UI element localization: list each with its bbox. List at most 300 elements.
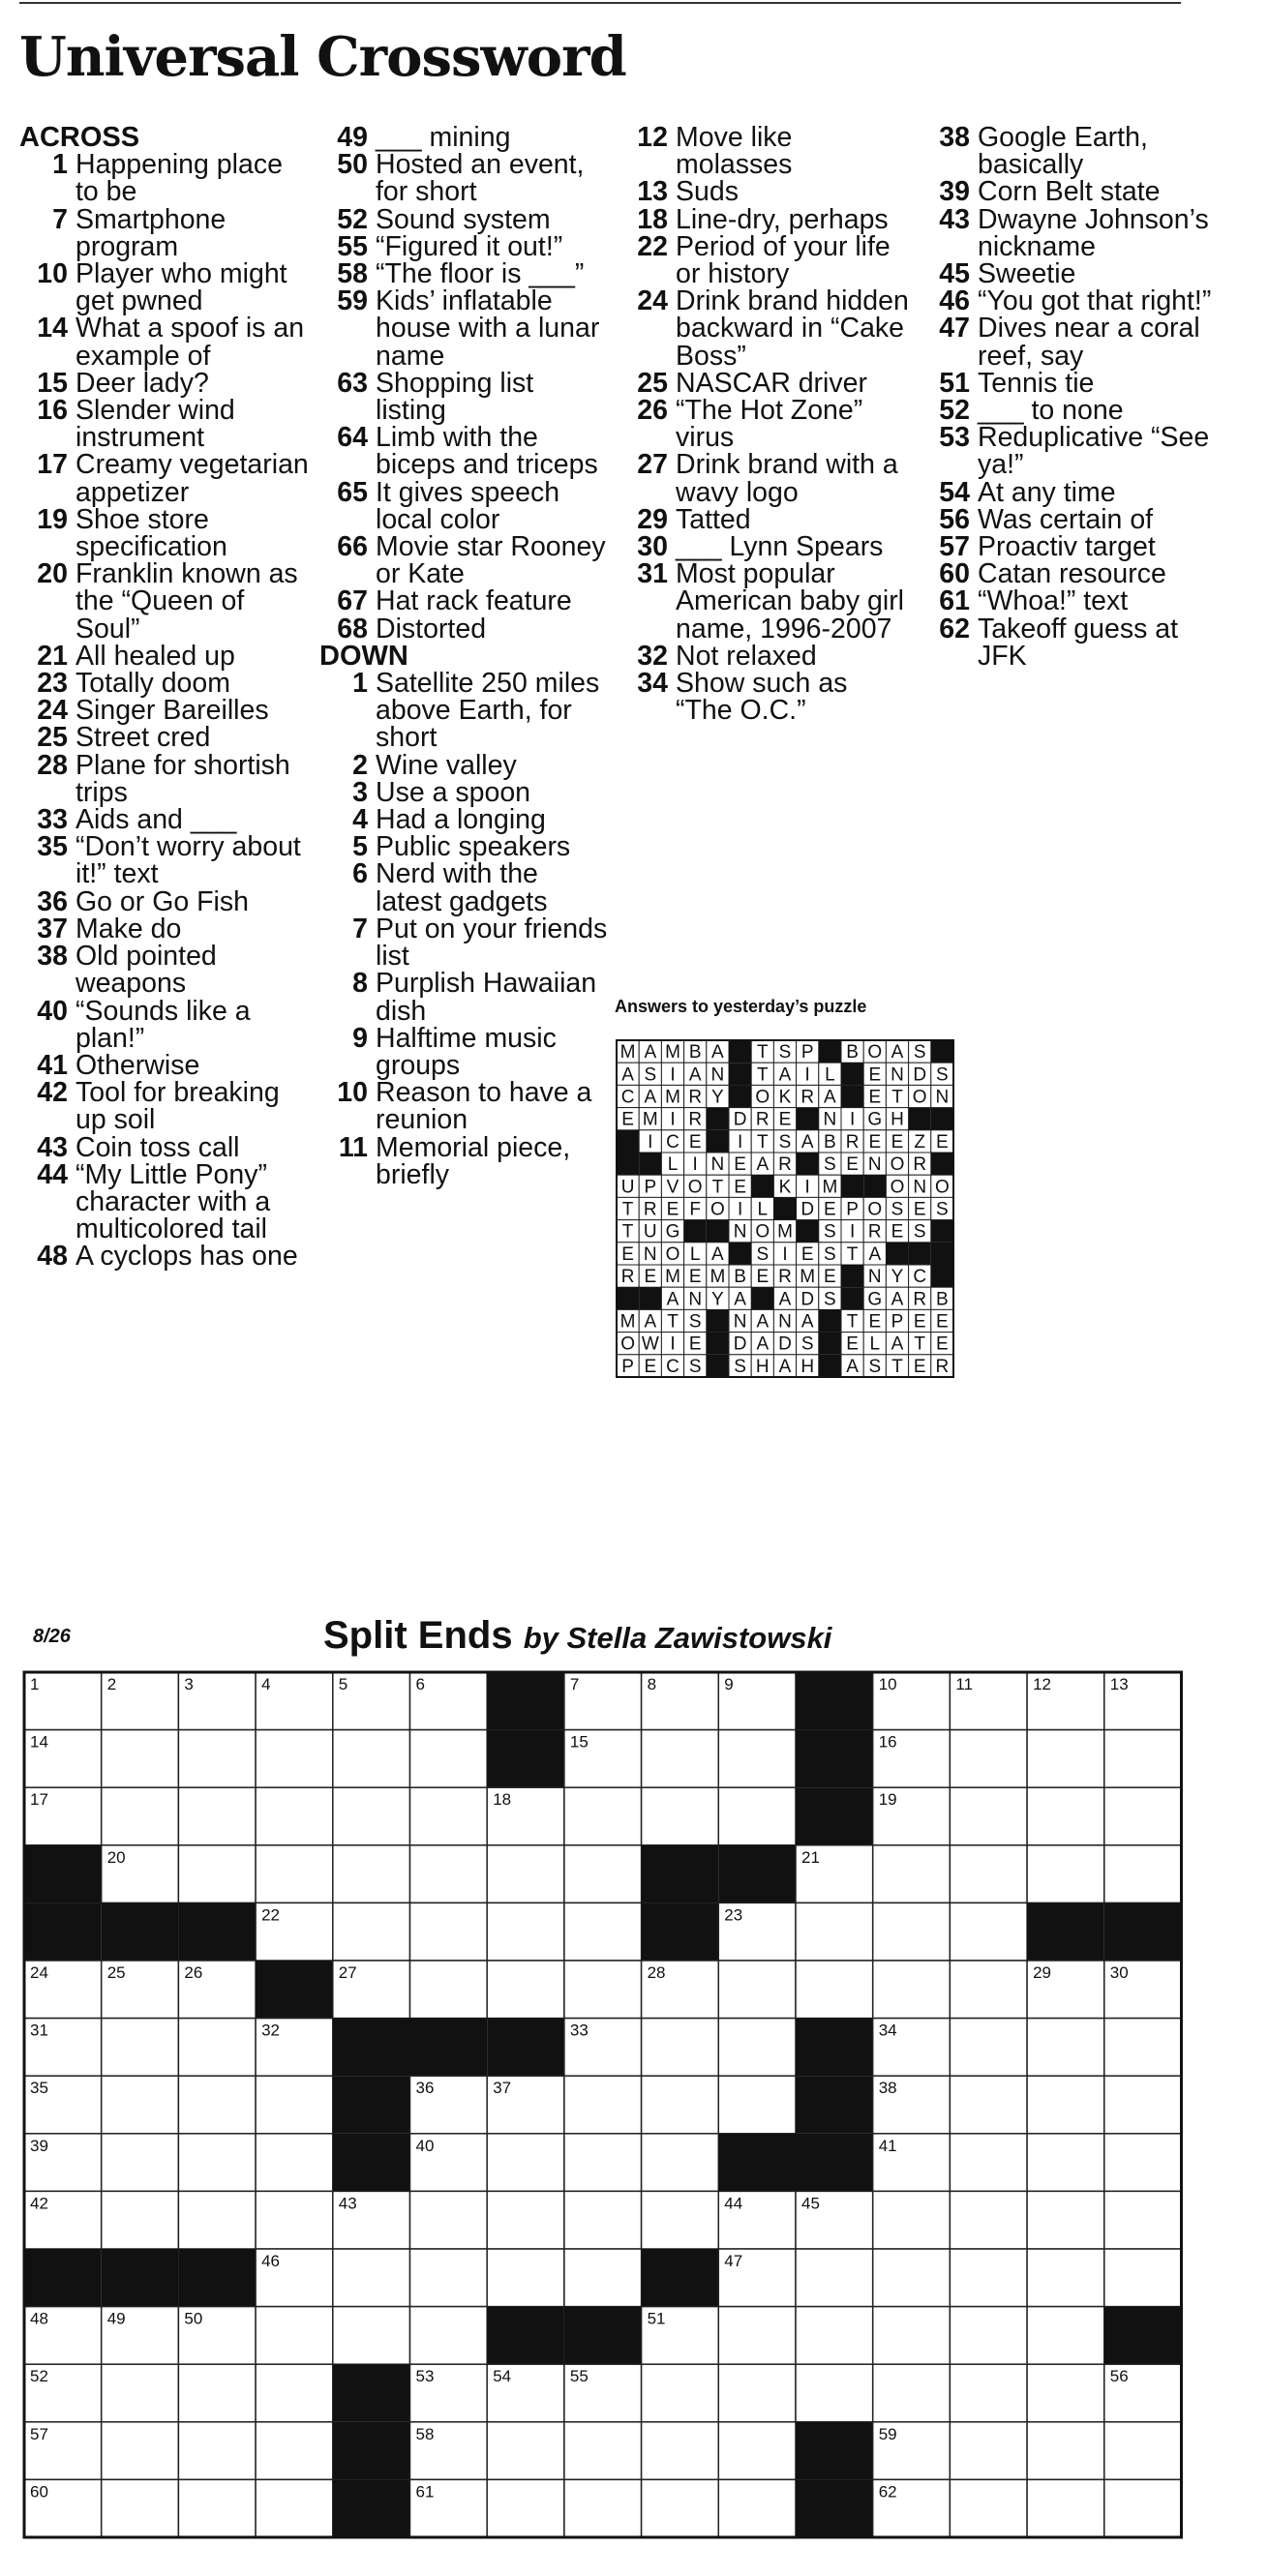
clue-item[interactable] — [319, 124, 610, 151]
grid-number: 34 — [878, 2021, 897, 2040]
answer-letter: E — [846, 1154, 859, 1176]
answer-letter: O — [912, 1087, 927, 1108]
grid-cell[interactable] — [1027, 2307, 1104, 2365]
clue-item[interactable] — [19, 1077, 310, 1136]
grid-cell[interactable] — [178, 2019, 256, 2077]
clue-number: 23 — [37, 668, 68, 700]
clue-text: “Whoa!” text — [978, 585, 1129, 617]
clue-item[interactable] — [619, 503, 910, 535]
answer-letter: S — [913, 1042, 926, 1063]
grid-cell[interactable] — [718, 2479, 796, 2537]
grid-cell[interactable] — [256, 1730, 333, 1788]
grid-cell[interactable] — [1104, 2019, 1182, 2077]
clue-item[interactable] — [19, 149, 310, 208]
grid-cell[interactable] — [487, 2134, 564, 2192]
grid-cell[interactable] — [873, 1902, 951, 1961]
clue-item[interactable] — [921, 558, 1212, 590]
grid-cell[interactable] — [333, 2307, 410, 2365]
grid-cell[interactable] — [950, 1730, 1027, 1788]
grid-cell[interactable] — [410, 1730, 488, 1788]
grid-cell[interactable] — [1104, 1730, 1182, 1788]
grid-cell[interactable] — [873, 2191, 951, 2249]
grid-cell[interactable] — [642, 2191, 719, 2249]
clue-item[interactable] — [921, 503, 1212, 535]
grid-cell[interactable] — [256, 2076, 333, 2134]
answer-block — [819, 1333, 841, 1355]
clue-item[interactable] — [19, 1241, 310, 1273]
grid-cell[interactable] — [564, 2479, 642, 2537]
answer-letter: A — [891, 1042, 904, 1063]
answer-block — [617, 1287, 639, 1309]
clue-item[interactable] — [619, 668, 910, 727]
grid-number: 4 — [261, 1675, 271, 1693]
clue-text: Reason to have a reunion — [376, 1077, 592, 1136]
grid-cell[interactable] — [950, 2307, 1027, 2365]
answer-letter: O — [710, 1199, 725, 1220]
grid-cell[interactable] — [950, 2249, 1027, 2307]
grid-cell[interactable] — [178, 2076, 256, 2134]
grid-cell[interactable] — [102, 2364, 179, 2422]
clue-item[interactable] — [921, 531, 1212, 563]
clue-item[interactable] — [619, 531, 910, 563]
grid-cell[interactable] — [950, 1961, 1027, 2019]
grid-cell[interactable] — [950, 2364, 1027, 2422]
clue-text: All healed up — [75, 640, 235, 672]
answer-block — [797, 1220, 819, 1243]
grid-cell[interactable] — [333, 1787, 410, 1845]
answer-letter: U — [643, 1221, 657, 1243]
clue-item[interactable] — [319, 203, 610, 235]
grid-cell[interactable] — [178, 2134, 256, 2192]
clue-number: 29 — [637, 503, 668, 535]
clue-number: 52 — [939, 395, 970, 427]
answer-letter: G — [867, 1109, 883, 1130]
grid-cell[interactable] — [1104, 1845, 1182, 1903]
grid-cell[interactable] — [718, 2076, 796, 2134]
grid-cell[interactable] — [873, 1845, 951, 1903]
clue-item[interactable] — [19, 313, 310, 372]
clue-item[interactable] — [319, 1077, 610, 1136]
answer-letter: C — [666, 1131, 679, 1153]
answer-letter: T — [846, 1311, 859, 1333]
clue-number: 61 — [939, 585, 970, 617]
clue-item[interactable] — [19, 749, 310, 808]
grid-cell[interactable] — [102, 2076, 179, 2134]
clue-text: Google Earth, basically — [978, 122, 1148, 181]
grid-cell[interactable] — [256, 1845, 333, 1903]
clue-item[interactable] — [921, 476, 1212, 508]
grid-cell[interactable] — [873, 2364, 951, 2422]
clue-item[interactable] — [319, 230, 610, 262]
grid-number: 61 — [415, 2482, 435, 2501]
grid-block — [410, 2019, 488, 2077]
clue-item[interactable] — [319, 776, 610, 808]
answer-letter: A — [868, 1243, 882, 1265]
clue-item[interactable] — [619, 287, 910, 370]
clue-number: 25 — [637, 367, 668, 399]
answer-letter: N — [913, 1177, 927, 1198]
clue-text: Singer Bareilles — [75, 695, 269, 727]
clue-text: “You got that right!” — [978, 285, 1212, 317]
clue-item[interactable] — [19, 203, 310, 262]
grid-number: 32 — [261, 2021, 281, 2040]
grid-cell[interactable] — [1104, 2076, 1182, 2134]
answer-letter: T — [891, 1087, 903, 1108]
grid-cell[interactable] — [1027, 2479, 1104, 2537]
grid-cell[interactable] — [642, 2364, 719, 2422]
grid-cell[interactable] — [178, 2422, 256, 2480]
answer-letter: E — [913, 1356, 926, 1377]
grid-cell[interactable] — [1104, 1787, 1182, 1845]
answer-letter: N — [733, 1311, 747, 1333]
grid-cell[interactable] — [642, 1787, 719, 1845]
clue-item[interactable] — [319, 670, 610, 752]
grid-cell[interactable] — [1027, 2076, 1104, 2134]
clue-item[interactable] — [19, 695, 310, 727]
clue-item[interactable] — [19, 640, 310, 672]
grid-cell[interactable] — [178, 1845, 256, 1903]
grid-cell[interactable] — [564, 2249, 642, 2307]
clue-item[interactable] — [619, 203, 910, 235]
grid-cell[interactable] — [873, 2249, 951, 2307]
clue-item[interactable] — [319, 858, 610, 917]
answer-letter: A — [800, 1131, 814, 1153]
clue-item[interactable] — [19, 560, 310, 643]
clue-text: Nerd with the latest gadgets — [376, 858, 548, 917]
grid-cell[interactable] — [564, 1845, 642, 1903]
grid-cell[interactable] — [796, 2249, 873, 2307]
clue-item[interactable] — [19, 831, 310, 890]
grid-cell[interactable] — [950, 2422, 1027, 2480]
clue-item[interactable] — [19, 995, 310, 1054]
clue-item[interactable] — [921, 203, 1212, 262]
grid-cell[interactable] — [718, 2364, 796, 2422]
grid-cell[interactable] — [256, 2191, 333, 2249]
answer-letter: T — [756, 1042, 769, 1063]
grid-cell[interactable] — [410, 2191, 488, 2249]
grid-cell[interactable] — [487, 1845, 564, 1903]
grid-cell[interactable] — [796, 1961, 873, 2019]
grid-cell[interactable] — [256, 2479, 333, 2537]
clue-item[interactable] — [19, 367, 310, 399]
clue-item[interactable] — [921, 422, 1212, 481]
grid-cell[interactable] — [1104, 2422, 1182, 2480]
clue-text: Memorial piece, briefly — [376, 1131, 571, 1190]
clue-item[interactable] — [19, 804, 310, 836]
grid-cell[interactable] — [487, 1961, 564, 2019]
answer-letter: A — [621, 1064, 634, 1086]
grid-cell[interactable] — [487, 1902, 564, 1961]
clue-item[interactable] — [921, 258, 1212, 290]
clue-item[interactable] — [319, 149, 610, 208]
clue-item[interactable] — [319, 287, 610, 370]
answer-letter: A — [778, 1064, 792, 1086]
grid-number: 3 — [184, 1675, 194, 1693]
clue-item[interactable] — [619, 176, 910, 208]
clue-text: Wine valley — [376, 749, 517, 781]
grid-cell[interactable] — [950, 2076, 1027, 2134]
clue-item[interactable] — [619, 640, 910, 672]
clue-text: Shoe store specification — [75, 503, 227, 563]
grid-cell[interactable] — [564, 1902, 642, 1961]
clue-number: 52 — [337, 203, 368, 235]
grid-cell[interactable] — [1104, 2134, 1182, 2192]
grid-cell[interactable] — [718, 2307, 796, 2365]
answer-letter: I — [849, 1221, 856, 1243]
grid-block — [178, 1902, 256, 1961]
clue-text: Totally doom — [75, 668, 230, 700]
grid-cell[interactable] — [718, 1787, 796, 1845]
grid-cell[interactable] — [102, 2422, 179, 2480]
grid-cell[interactable] — [564, 1787, 642, 1845]
grid-cell[interactable] — [487, 2249, 564, 2307]
grid-cell[interactable] — [256, 2134, 333, 2192]
grid-cell[interactable] — [642, 2134, 719, 2192]
clue-item[interactable] — [619, 367, 910, 399]
grid-cell[interactable] — [642, 2422, 719, 2480]
grid-cell[interactable] — [102, 2191, 179, 2249]
grid-block — [796, 2076, 873, 2134]
clue-item[interactable] — [921, 585, 1212, 617]
answer-block — [617, 1153, 639, 1175]
grid-number: 2 — [106, 1675, 117, 1693]
clue-number: 14 — [37, 313, 68, 344]
grid-cell[interactable] — [256, 2422, 333, 2480]
clue-number: 40 — [37, 995, 68, 1027]
clue-text: Was certain of — [978, 503, 1154, 535]
grid-block — [24, 1845, 102, 1903]
clue-item[interactable] — [619, 395, 910, 454]
grid-cell[interactable] — [796, 1902, 873, 1961]
grid-number: 57 — [30, 2424, 48, 2443]
clue-item[interactable] — [319, 615, 610, 643]
grid-cell[interactable] — [487, 2479, 564, 2537]
answer-letter: S — [778, 1131, 792, 1153]
clue-item[interactable] — [19, 1158, 310, 1245]
grid-cell[interactable] — [256, 2307, 333, 2365]
clue-item[interactable] — [921, 395, 1212, 427]
clue-text: Drink brand with a wavy logo — [676, 449, 898, 508]
grid-cell[interactable] — [642, 2479, 719, 2537]
grid-cell[interactable] — [564, 2076, 642, 2134]
answer-letter: I — [692, 1154, 698, 1176]
clue-number: 21 — [37, 640, 68, 672]
grid-cell[interactable] — [873, 1961, 951, 2019]
grid-cell[interactable] — [410, 1787, 488, 1845]
grid-cell[interactable] — [950, 1902, 1027, 1961]
clue-item[interactable] — [319, 258, 610, 290]
clue-item[interactable] — [921, 313, 1212, 372]
clue-item[interactable] — [921, 176, 1212, 208]
answer-letter: B — [688, 1042, 702, 1063]
grid-cell[interactable] — [256, 2364, 333, 2422]
grid-cell[interactable] — [487, 2191, 564, 2249]
grid-cell[interactable] — [1027, 2364, 1104, 2422]
clue-item[interactable] — [319, 804, 610, 836]
clue-number: 22 — [637, 230, 668, 262]
grid-cell[interactable] — [1027, 2019, 1104, 2077]
answer-letter: A — [756, 1311, 770, 1333]
clue-item[interactable] — [619, 560, 910, 643]
answer-letter: E — [868, 1311, 882, 1333]
grid-cell[interactable] — [564, 2134, 642, 2192]
clue-item[interactable] — [319, 367, 610, 427]
grid-cell[interactable] — [718, 2422, 796, 2480]
grid-block — [102, 2249, 179, 2307]
grid-cell[interactable] — [178, 2364, 256, 2422]
clue-text: What a spoof is an example of — [75, 313, 305, 372]
clue-number: 54 — [939, 476, 970, 508]
grid-block — [796, 2479, 873, 2537]
grid-cell[interactable] — [1104, 2479, 1182, 2537]
grid-cell[interactable] — [796, 2364, 873, 2422]
clue-column-3 — [619, 122, 910, 727]
answer-letter: S — [778, 1042, 792, 1063]
grid-cell[interactable] — [950, 2479, 1027, 2537]
clue-item[interactable] — [19, 1049, 310, 1081]
clue-item[interactable] — [319, 531, 610, 590]
grid-cell[interactable] — [102, 1730, 179, 1788]
answer-letter: E — [913, 1199, 926, 1220]
clue-item[interactable] — [19, 915, 310, 943]
grid-cell[interactable] — [718, 2019, 796, 2077]
clue-item[interactable] — [319, 585, 610, 617]
clue-item[interactable] — [319, 476, 610, 535]
clue-item[interactable] — [19, 885, 310, 917]
clue-item[interactable] — [19, 722, 310, 754]
grid-cell[interactable] — [333, 1845, 410, 1903]
grid-cell[interactable] — [1104, 2249, 1182, 2307]
clue-item[interactable] — [319, 1022, 610, 1081]
grid-cell[interactable] — [796, 2307, 873, 2365]
answer-letter: N — [643, 1243, 657, 1265]
grid-cell[interactable] — [102, 2019, 179, 2077]
grid-cell[interactable] — [1027, 2249, 1104, 2307]
grid-block — [1104, 1902, 1182, 1961]
grid-cell[interactable] — [950, 1787, 1027, 1845]
clue-section-header: DOWN — [319, 640, 408, 672]
grid-cell[interactable] — [642, 1730, 719, 1788]
clue-item[interactable] — [19, 503, 310, 563]
answer-block — [931, 1153, 953, 1175]
grid-cell[interactable] — [410, 1961, 488, 2019]
clue-item[interactable] — [619, 122, 910, 181]
clue-item[interactable] — [921, 367, 1212, 399]
puzzle-grid[interactable] — [21, 1669, 1185, 2540]
clue-item[interactable] — [619, 449, 910, 508]
grid-cell[interactable] — [564, 2191, 642, 2249]
clue-item[interactable] — [921, 122, 1212, 181]
clue-item[interactable] — [921, 287, 1212, 315]
grid-cell[interactable] — [1027, 2191, 1104, 2249]
grid-cell[interactable] — [1027, 1730, 1104, 1788]
clue-item[interactable] — [19, 449, 310, 508]
answer-letter: S — [824, 1289, 836, 1310]
answer-letter: N — [688, 1289, 703, 1310]
grid-cell[interactable] — [1027, 1787, 1104, 1845]
answer-letter: E — [891, 1221, 904, 1243]
answer-letter: P — [644, 1177, 657, 1198]
answer-letter: E — [824, 1199, 836, 1220]
grid-cell[interactable] — [1104, 2191, 1182, 2249]
clue-item[interactable] — [19, 260, 310, 315]
grid-cell[interactable] — [102, 2479, 179, 2537]
grid-cell[interactable] — [487, 2422, 564, 2480]
grid-cell[interactable] — [1027, 1845, 1104, 1903]
answer-letter: S — [891, 1199, 904, 1220]
grid-cell[interactable] — [102, 1787, 179, 1845]
clue-number: 30 — [637, 531, 668, 563]
grid-cell[interactable] — [950, 2019, 1027, 2077]
grid-cell[interactable] — [178, 1787, 256, 1845]
grid-cell[interactable] — [564, 2422, 642, 2480]
answer-block — [729, 1085, 751, 1107]
grid-block — [487, 2307, 564, 2365]
answer-letter: R — [755, 1109, 770, 1130]
grid-cell[interactable] — [1027, 2422, 1104, 2480]
clue-item[interactable] — [319, 968, 610, 1027]
grid-cell[interactable] — [718, 1730, 796, 1788]
answer-block — [819, 1040, 841, 1063]
grid-cell[interactable] — [642, 2076, 719, 2134]
grid-number: 56 — [1109, 2367, 1129, 2386]
clue-text: ___ mining — [376, 122, 511, 153]
grid-cell[interactable] — [333, 1902, 410, 1961]
grid-cell[interactable] — [873, 2307, 951, 2365]
grid-cell[interactable] — [642, 2019, 719, 2077]
grid-cell[interactable] — [950, 2191, 1027, 2249]
grid-block — [24, 1902, 102, 1961]
grid-cell[interactable] — [564, 1961, 642, 2019]
grid-cell[interactable] — [410, 1845, 488, 1903]
grid-cell[interactable] — [178, 2479, 256, 2537]
grid-cell[interactable] — [718, 1961, 796, 2019]
clue-item[interactable] — [19, 668, 310, 700]
clue-item[interactable] — [319, 913, 610, 973]
answer-letter: E — [734, 1154, 746, 1176]
clue-item[interactable] — [19, 1131, 310, 1163]
answer-block — [909, 1243, 931, 1265]
grid-cell[interactable] — [333, 1730, 410, 1788]
grid-cell[interactable] — [256, 1787, 333, 1845]
grid-cell[interactable] — [410, 1902, 488, 1961]
grid-cell[interactable] — [410, 2249, 488, 2307]
grid-cell[interactable] — [410, 2307, 488, 2365]
clue-item[interactable] — [619, 230, 910, 290]
clue-item[interactable] — [319, 1131, 610, 1190]
clue-item[interactable] — [921, 615, 1212, 670]
clue-item[interactable] — [319, 831, 610, 863]
grid-cell[interactable] — [333, 2249, 410, 2307]
answer-letter: A — [824, 1087, 836, 1108]
clue-item[interactable] — [319, 422, 610, 481]
grid-cell[interactable] — [950, 1845, 1027, 1903]
clue-text: Make do — [75, 913, 182, 944]
clue-item[interactable] — [19, 395, 310, 454]
grid-cell[interactable] — [178, 1730, 256, 1788]
grid-cell[interactable] — [178, 2191, 256, 2249]
clue-text: Plane for shortish trips — [75, 749, 290, 808]
grid-cell[interactable] — [950, 2134, 1027, 2192]
answer-letter: A — [891, 1333, 904, 1355]
clue-item[interactable] — [319, 749, 610, 781]
answer-block — [707, 1220, 729, 1243]
clue-item[interactable] — [19, 941, 310, 1000]
grid-cell[interactable] — [1027, 2134, 1104, 2192]
grid-cell[interactable] — [102, 2134, 179, 2192]
page-title: Universal Crossword — [19, 25, 626, 89]
grid-number: 23 — [724, 1905, 743, 1925]
